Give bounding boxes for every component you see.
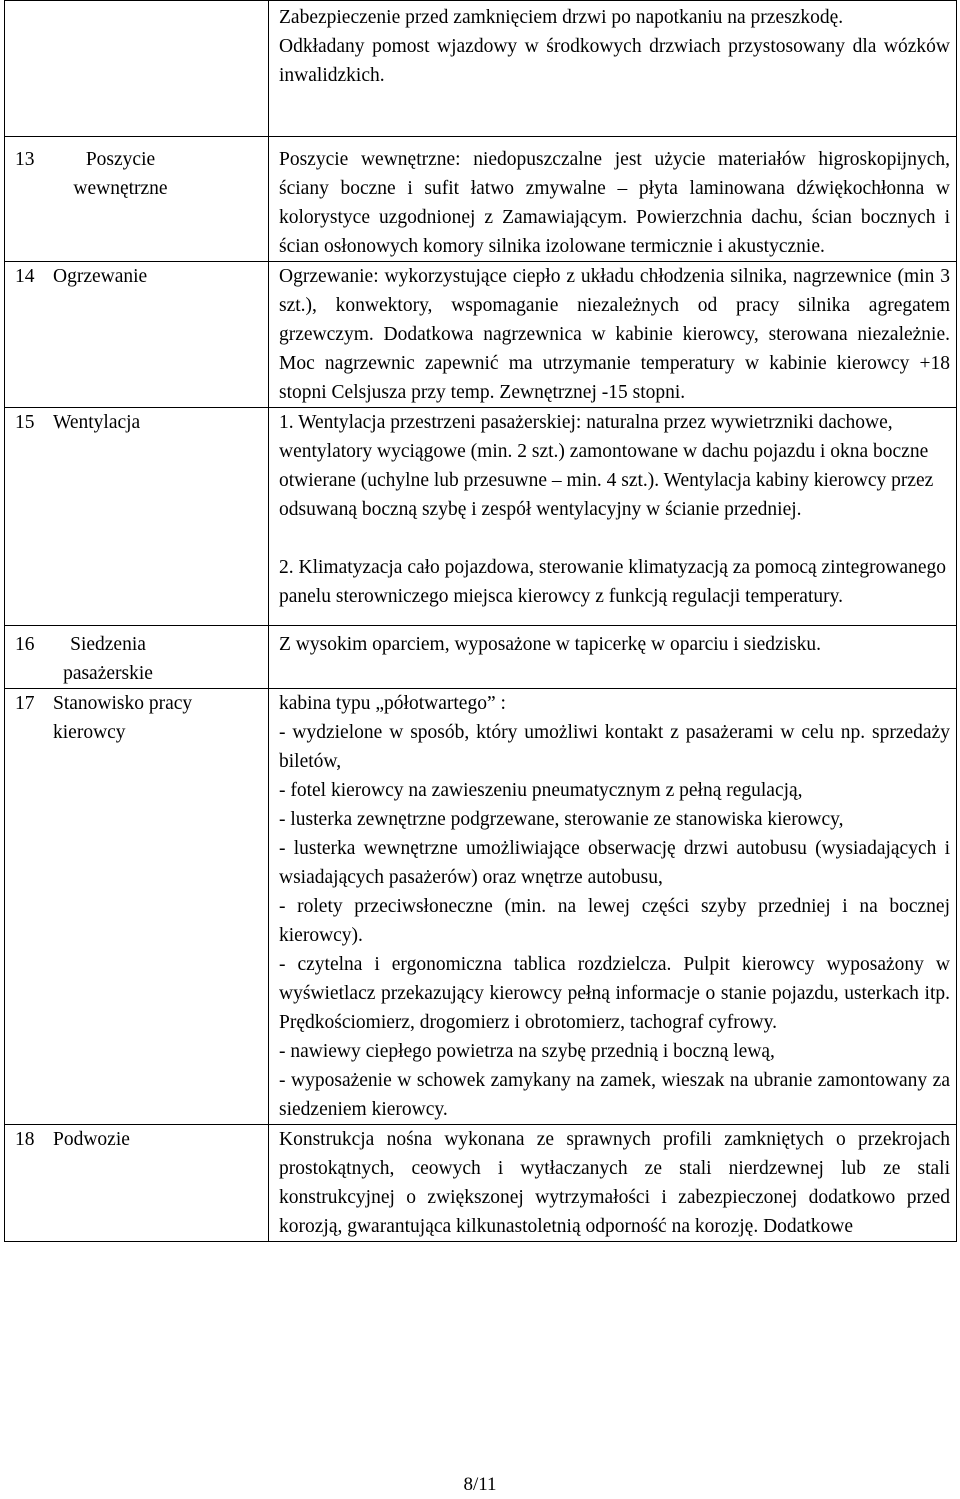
description-paragraph: Ogrzewanie: wykorzystujące ciepło z układu chłodzenia silnika, nagrzewnice (min 3 szt.), konwektory, wspomaganie niezależnych od pracy silnika agregatem grzewczym. Dodatkowa nagrzewnica w kabinie kierowcy, sterowana niezależnie. Moc nagrzewnic zapewnić ma utrzymanie temperatury w kabinie kierowcy +18 stopni Celsjusza przy temp. Zewnętrznej -15 stopni.: [279, 266, 950, 403]
description-paragraph: kabina typu „półotwartego” :: [279, 693, 506, 714]
specification-table: [4, 0, 957, 1242]
description-paragraph: - lusterka wewnętrzne umożliwiające obserwację drzwi autobusu (wysiadających i wsiadających pasażerów) oraz wnętrze autobusu,: [279, 838, 950, 888]
row-description-cell: [269, 626, 957, 689]
row-label-cell: [5, 137, 269, 262]
description-paragraph: - fotel kierowcy na zawieszeniu pneumatycznym z pełną regulacją,: [279, 780, 803, 801]
description-paragraph: - lusterka zewnętrzne podgrzewane, sterowanie ze stanowiska kierowcy,: [279, 809, 844, 830]
description-paragraph: 1. Wentylacja przestrzeni pasażerskiej: naturalna przez wywietrzniki dachowe, wentylatory wyciągowe (min. 2 szt.) zamontowane w dachu pojazdu i okna boczne otwierane (uchylne lub przesuwne – min. 4 szt.). Wentylacja kabiny kierowcy przez odsuwaną boczną szybę i zespół wentylacyjny w ścianie przedniej.: [279, 412, 934, 520]
row-label-cell: [5, 689, 269, 1125]
description-paragraph: Odkładany pomost wjazdowy w środkowych drzwiach przystosowany dla wózków inwalidzkich.: [279, 36, 950, 86]
row-title: Ogrzewanie: [53, 266, 148, 287]
row-title: Stanowisko pracy kierowcy: [53, 693, 193, 743]
row-description-cell: [269, 689, 957, 1125]
description-paragraph: Z wysokim oparciem, wyposażone w tapicerkę w oparciu i siedzisku.: [279, 634, 822, 655]
row-number: 17: [15, 693, 35, 714]
row-label-cell: [5, 626, 269, 689]
row-label-cell: [5, 1, 269, 137]
description-paragraph: - wydzielone w sposób, który umożliwi kontakt z pasażerami w celu np. sprzedaży biletów,: [279, 722, 950, 772]
table-row-16: [5, 626, 957, 689]
row-number: 18: [15, 1129, 35, 1150]
description-paragraph: Poszycie wewnętrzne: niedopuszczalne jest użycie materiałów higroskopijnych, ściany boczne i sufit łatwo zmywalne – płyta laminowana dźwiękochłonna w kolorystyce uzgodnionej z Zamawiającym. Powierzchnia dachu, ścian bocznych i ścian osłonowych komory silnika izolowane termicznie i akustycznie.: [279, 149, 950, 257]
row-title: Wentylacja: [53, 412, 141, 433]
description-paragraph: 2. Klimatyzacja cało pojazdowa, sterowanie klimatyzacją za pomocą zintegrowanego panelu sterowniczego miejsca kierowcy z funkcją regulacji temperatury.: [279, 557, 947, 607]
row-description-cell: [269, 1125, 957, 1242]
row-description-cell: [269, 262, 957, 408]
row-label-cell: [5, 408, 269, 626]
row-title: Podwozie: [53, 1129, 130, 1150]
table-row-13: [5, 137, 957, 262]
table-row-17: [5, 689, 957, 1125]
table-row-15: [5, 408, 957, 626]
table-row-continuation: [5, 1, 957, 137]
row-description-cell: [269, 137, 957, 262]
row-description-cell: [269, 408, 957, 626]
row-label-cell: [5, 1125, 269, 1242]
row-number: 15: [15, 412, 35, 433]
description-paragraph: Zabezpieczenie przed zamknięciem drzwi po napotkaniu na przeszkodę.: [279, 7, 844, 28]
row-title: Siedzenia pasażerskie: [63, 634, 153, 684]
description-paragraph: Konstrukcja nośna wykonana ze sprawnych profili zamkniętych o przekrojach prostokątnych, ceowych i wytłaczanych ze stali nierdzewnej lub ze stali konstrukcyjnej o zwiększonej wytrzymałości i zabezpieczonej dodatkowo przed korozją, gwarantująca kilkunastoletnią odporność na korozję. Dodatkowe: [279, 1129, 950, 1237]
page-number: 8/11: [463, 1474, 497, 1495]
description-paragraph: - czytelna i ergonomiczna tablica rozdzielcza. Pulpit kierowcy wyposażony w wyświetlacz przekazujący kierowcy pełną informacje o stanie pojazdu, usterkach itp. Prędkościomierz, drogomierz i obrotomierz, tachograf cyfrowy.: [279, 954, 950, 1033]
description-paragraph: - nawiewy ciepłego powietrza na szybę przednią i boczną lewą,: [279, 1041, 775, 1062]
row-description-cell: [269, 1, 957, 137]
row-title: Poszycie wewnętrzne: [73, 149, 168, 199]
row-number: 13: [15, 149, 35, 170]
table-row-18: [5, 1125, 957, 1242]
row-number: 16: [15, 634, 35, 655]
description-paragraph: - rolety przeciwsłoneczne (min. na lewej części szyby przedniej i na bocznej kierowcy).: [279, 896, 950, 946]
table-row-14: [5, 262, 957, 408]
description-paragraph: - wyposażenie w schowek zamykany na zamek, wieszak na ubranie zamontowany za siedzeniem kierowcy.: [279, 1070, 950, 1120]
row-label-cell: [5, 262, 269, 408]
row-number: 14: [15, 266, 35, 287]
